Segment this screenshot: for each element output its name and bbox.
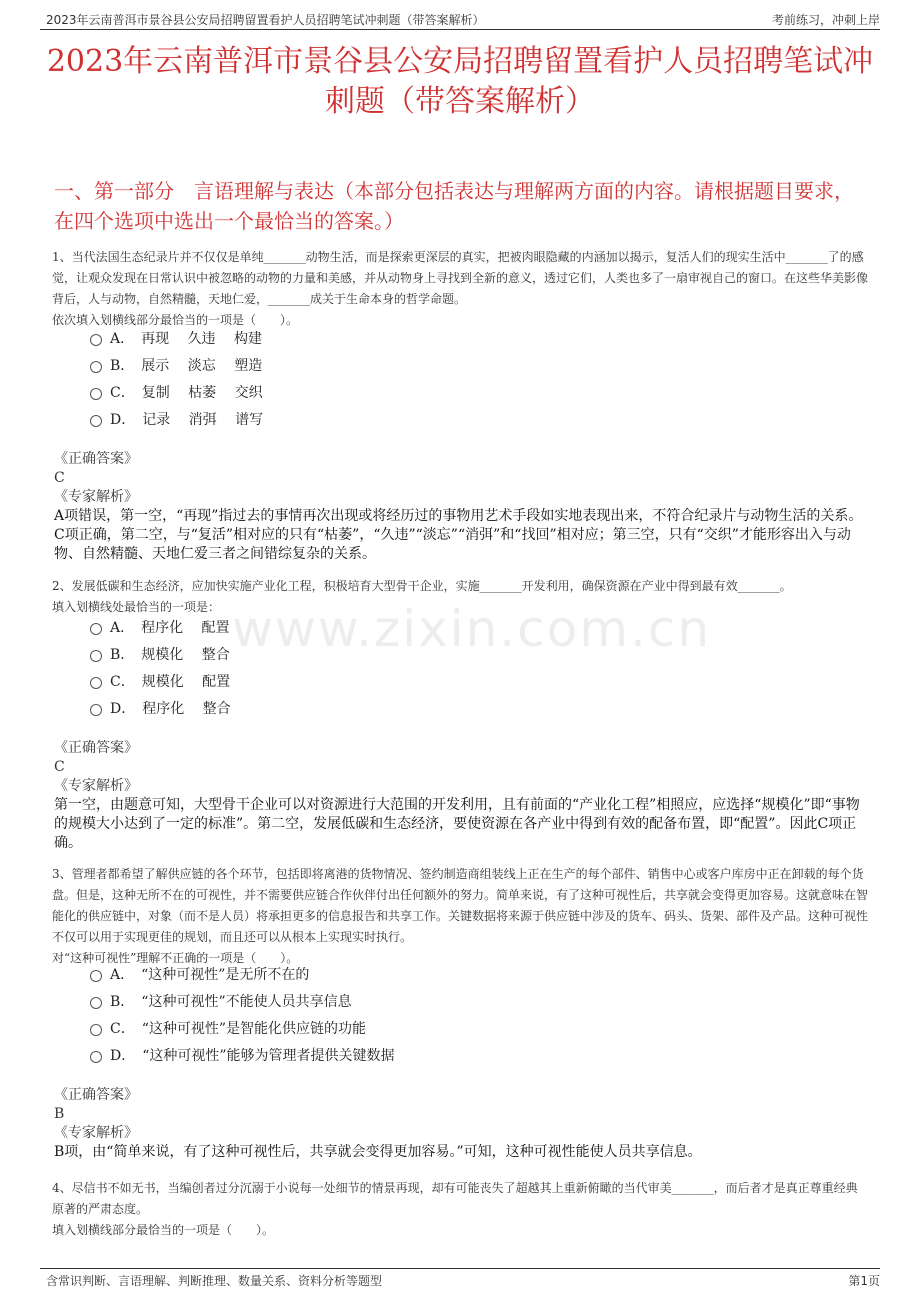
option-b[interactable] xyxy=(90,351,263,378)
question-prompt: 填入划横线部分最恰当的一项是（ ）。 xyxy=(52,1223,275,1237)
question-3-options xyxy=(90,960,395,1068)
question-2-options xyxy=(90,613,231,721)
radio-icon[interactable] xyxy=(90,1051,102,1063)
radio-icon[interactable] xyxy=(90,415,102,427)
answer-label: 《正确答案》 xyxy=(54,1087,138,1103)
page-footer xyxy=(40,1268,880,1289)
option-label: D． “这种可视性”能够为管理者提供关键数据 xyxy=(110,1047,395,1064)
option-label: A． “这种可视性”是无所不在的 xyxy=(110,966,310,983)
watermark: www.zixin.com.cn xyxy=(232,600,712,658)
section-heading: 一、第一部分 言语理解与表达（本部分包括表达与理解两方面的内容。请根据题目要求，在四个选项中选出一个最恰当的答案。） xyxy=(54,179,854,233)
question-stem: 2、发展低碳和生态经济，应加快实施产业化工程，积极培育大型骨干企业，实施_______开发利用，确保资源在产业中得到最有效_______。 xyxy=(52,579,792,593)
option-label: C． “这种可视性”是智能化供应链的功能 xyxy=(110,1020,367,1037)
option-label: A． 程序化 配置 xyxy=(110,619,230,636)
page-header xyxy=(40,11,880,30)
title-line-2: 刺题（带答案解析） xyxy=(325,84,595,119)
option-d[interactable] xyxy=(90,694,231,721)
option-label: A． 再现 久违 构建 xyxy=(110,330,263,347)
radio-icon[interactable] xyxy=(90,361,102,373)
option-c[interactable] xyxy=(90,378,263,405)
radio-icon[interactable] xyxy=(90,650,102,662)
question-3 xyxy=(52,864,868,969)
option-label: D． 记录 消弭 谱写 xyxy=(110,411,264,428)
question-prompt: 依次填入划横线部分最恰当的一项是（ ）。 xyxy=(52,313,299,327)
analysis-label: 《专家解析》 xyxy=(54,1125,138,1141)
answer-value: B xyxy=(54,1106,65,1122)
option-label: C． 规模化 配置 xyxy=(110,673,231,690)
option-c[interactable] xyxy=(90,667,231,694)
option-b[interactable] xyxy=(90,987,395,1014)
option-d[interactable] xyxy=(90,1041,395,1068)
page-title xyxy=(40,42,880,122)
page-number: 第1页 xyxy=(848,1274,880,1288)
answer-value: C xyxy=(54,759,65,775)
analysis-text: B项，由“简单来说，有了这种可视性后，共享就会变得更加容易。”可知，这种可视性能使人员共享信息。 xyxy=(54,1144,702,1160)
option-c[interactable] xyxy=(90,1014,395,1041)
footer-topics: 含常识判断、言语理解、判断推理、数量关系、资料分析等题型 xyxy=(46,1274,383,1288)
analysis-label: 《专家解析》 xyxy=(54,778,138,794)
analysis-label: 《专家解析》 xyxy=(54,489,138,505)
radio-icon[interactable] xyxy=(90,970,102,982)
header-slogan: 考前练习，冲刺上岸 xyxy=(771,13,880,27)
option-b[interactable] xyxy=(90,640,231,667)
option-label: B． “这种可视性”不能使人员共享信息 xyxy=(110,993,352,1010)
question-2-answer xyxy=(54,739,868,853)
question-prompt: 填入划横线处最恰当的一项是： xyxy=(52,600,221,614)
option-label: D． 程序化 整合 xyxy=(110,700,231,717)
radio-icon[interactable] xyxy=(90,704,102,716)
answer-label: 《正确答案》 xyxy=(54,451,138,467)
radio-icon[interactable] xyxy=(90,334,102,346)
answer-label: 《正确答案》 xyxy=(54,740,138,756)
option-d[interactable] xyxy=(90,405,263,432)
option-a[interactable] xyxy=(90,960,395,987)
radio-icon[interactable] xyxy=(90,623,102,635)
question-1-options xyxy=(90,324,263,432)
question-stem: 3、管理者都希望了解供应链的各个环节，包括即将离港的货物情况、签约制造商组装线上正在生产的每个部件、销售中心或客户库房中正在卸载的每个货盘。但是，这种无所不在的可视性，并不需要供应链合作伙伴付出任何额外的努力。简单来说，有了这种可视性后，共享就会变得更加容易。这就意味在智能化的供应链中，对象（而不是人员）将承担更多的信息报告和共享工作。关键数据将来源于供应链中涉及的货车、码头、货架、部件及产品。这种可视性不仅可以用于实现更佳的规划，而且还可以从根本上实现实时执行。 xyxy=(52,867,869,944)
radio-icon[interactable] xyxy=(90,1024,102,1036)
option-label: B． 展示 淡忘 塑造 xyxy=(110,357,263,374)
question-4 xyxy=(52,1178,868,1241)
question-3-answer xyxy=(54,1086,868,1162)
option-label: B． 规模化 整合 xyxy=(110,646,230,663)
answer-value: C xyxy=(54,470,65,486)
radio-icon[interactable] xyxy=(90,997,102,1009)
header-doc-title: 2023年云南普洱市景谷县公安局招聘留置看护人员招聘笔试冲刺题（带答案解析） xyxy=(46,13,485,27)
option-a[interactable] xyxy=(90,613,231,640)
question-stem: 1、当代法国生态纪录片并不仅仅是单纯_______动物生活，而是探索更深层的真实，把被肉眼隐藏的内涵加以揭示，复活人们的现实生活中_______了的感觉，让观众发现在日常认识中被忽略的动物的力量和美感，并从动物身上寻找到全新的意义，透过它们，人类也多了一扇审视自己的窗口。在这些华美影像背后，人与动物，自然精髓，天地仁爱，_______成关于生命本身的哲学命题。 xyxy=(52,250,869,306)
analysis-text: 第一空，由题意可知，大型骨干企业可以对资源进行大范围的开发利用，且有前面的“产业化工程”相照应，应选择“规模化”即“事物的规模大小达到了一定的标准”。第二空，发展低碳和生态经济，要使资源在各产业中得到有效的配备布置，即“配置”。因此C项正确。 xyxy=(54,797,860,851)
question-1 xyxy=(52,247,868,331)
radio-icon[interactable] xyxy=(90,677,102,689)
question-prompt: 对“这种可视性”理解不正确的一项是（ ）。 xyxy=(52,951,299,965)
question-2 xyxy=(52,576,868,618)
option-label: C． 复制 枯萎 交织 xyxy=(110,384,263,401)
analysis-text: A项错误，第一空，“再现”指过去的事情再次出现或将经历过的事物用艺术手段如实地表现出来，不符合纪录片与动物生活的关系。C项正确，第二空，与“复活”相对应的只有“枯萎”，“久违”“淡忘”“消弭”和“找回”相对应；第三空，只有“交织”才能形容出入与动物、自然精髓、天地仁爱三者之间错综复杂的关系。 xyxy=(54,508,863,562)
radio-icon[interactable] xyxy=(90,388,102,400)
question-1-answer xyxy=(54,450,868,564)
question-stem: 4、尽信书不如无书，当编创者过分沉溺于小说每一处细节的情景再现，却有可能丧失了超越其上重新俯瞰的当代审美_______，而后者才是真正尊重经典原著的严肃态度。 xyxy=(52,1181,858,1216)
title-line-1: 2023年云南普洱市景谷县公安局招聘留置看护人员招聘笔试冲 xyxy=(46,44,874,79)
option-a[interactable] xyxy=(90,324,263,351)
